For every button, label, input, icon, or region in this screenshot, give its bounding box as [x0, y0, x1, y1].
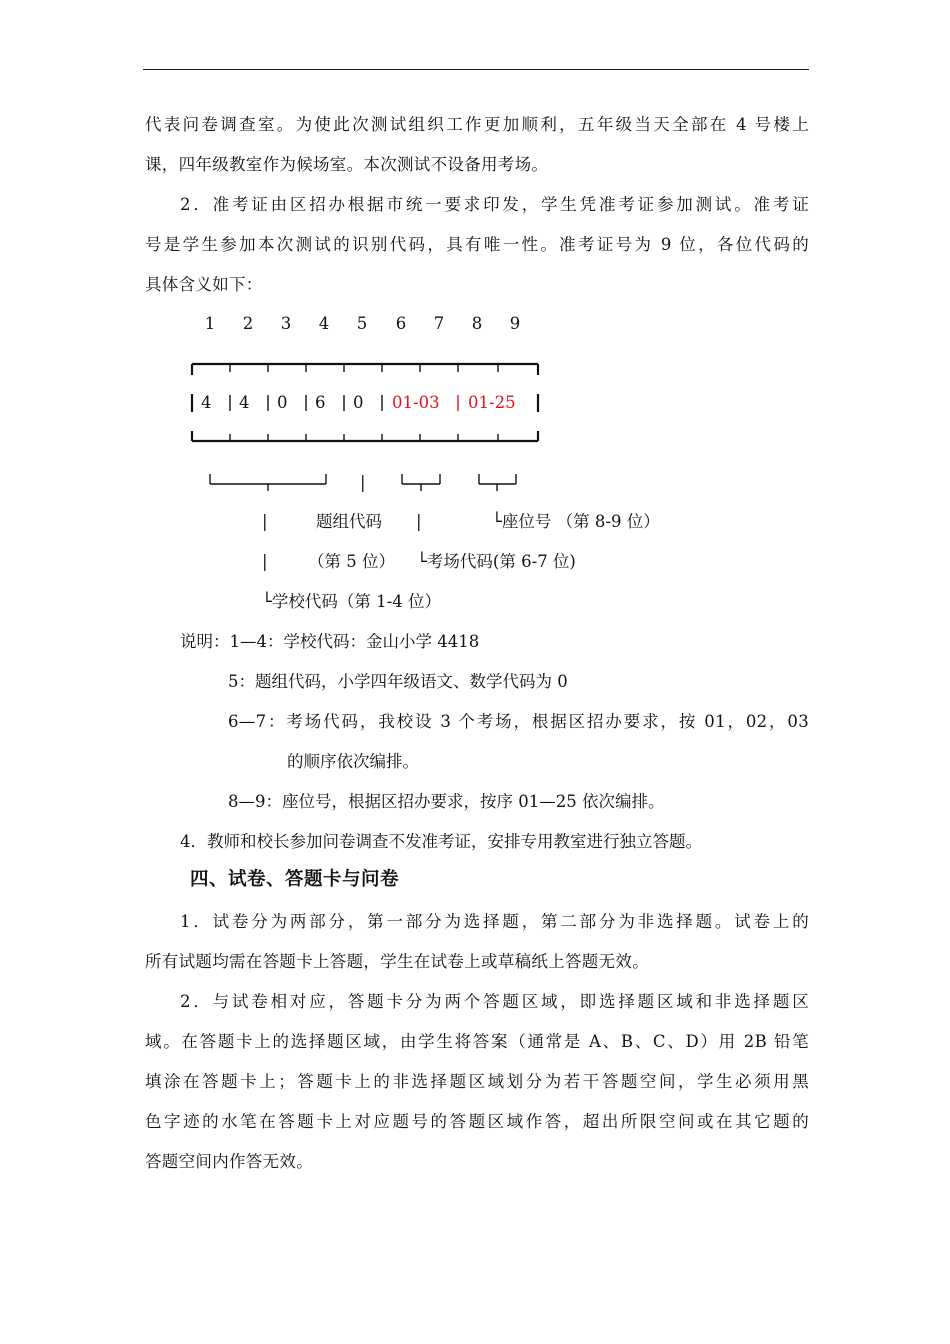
paragraph-line: 具体含义如下： [145, 275, 263, 294]
paragraph-line: 答题空间内作答无效。 [145, 1152, 313, 1171]
school-connector: | [262, 552, 268, 571]
code-cell: 0 [353, 393, 364, 412]
label-seat: └座位号 （第 8-9 位） [492, 512, 660, 531]
note-line: 5：题组代码，小学四年级语文、数学代码为 0 [228, 672, 568, 691]
room-connector: | [416, 512, 422, 531]
code-cell: 6 [315, 393, 326, 412]
label-room: └考场代码(第 6-7 位) [417, 552, 576, 571]
paragraph-line: 课，四年级教室作为候场室。本次测试不设备用考场。 [145, 155, 549, 174]
note-line: 6—7：考场代码，我校设 3 个考场，根据区招办要求，按 01，02，03 [228, 712, 809, 731]
paragraph-line: 代表问卷调查室。为使此次测试组织工作更加顺利，五年级当天全部在 4 号楼上 [145, 115, 809, 134]
group-code-marker: | [360, 473, 366, 492]
position-digit: 9 [509, 314, 521, 333]
note-line: 说明：1—4：学校代码：金山小学 4418 [180, 632, 480, 651]
position-digit: 2 [242, 314, 254, 333]
paragraph-line: 号是学生参加本次测试的识别代码，具有唯一性。准考证号为 9 位，各位代码的 [145, 235, 809, 254]
paragraph-line: 域。在答题卡上的选择题区域，由学生将答案（通常是 A、B、C、D）用 2B 铅笔 [145, 1032, 809, 1051]
paragraph-line: 色字迹的水笔在答题卡上对应题号的答题区域作答，超出所限空间或在其它题的 [145, 1112, 809, 1131]
position-digit: 6 [395, 314, 407, 333]
position-digit: 1 [204, 314, 216, 333]
label-group-pos: （第 5 位） [308, 552, 395, 571]
section-heading: 四、试卷、答题卡与问卷 [190, 869, 400, 890]
paragraph-line: 4．教师和校长参加问卷调查不发准考证，安排专用教室进行独立答题。 [180, 832, 702, 851]
paragraph-line: 1．试卷分为两部分，第一部分为选择题，第二部分为非选择题。试卷上的 [180, 912, 809, 931]
exam-room-code: 01-03 [392, 393, 440, 412]
paragraph-line: 填涂在答题卡上；答题卡上的非选择题区域划分为若干答题空间，学生必须用黑 [145, 1072, 809, 1091]
position-digit: 8 [471, 314, 483, 333]
code-cell: 4 [239, 393, 250, 412]
position-digit: 5 [356, 314, 368, 333]
paragraph-line: 2．与试卷相对应，答题卡分为两个答题区域，即选择题区域和非选择题区 [180, 992, 809, 1011]
position-digit: 3 [280, 314, 292, 333]
paragraph-line: 所有试题均需在答题卡上答题，学生在试卷上或草稿纸上答题无效。 [145, 952, 649, 971]
paragraph-line: 2．准考证由区招办根据市统一要求印发，学生凭准考证参加测试。准考证 [180, 195, 809, 214]
label-school: └学校代码（第 1-4 位） [262, 592, 441, 611]
code-cell: 0 [277, 393, 288, 412]
school-connector: | [262, 512, 268, 531]
note-line: 的顺序依次编排。 [287, 752, 419, 771]
seat-code: 01-25 [468, 393, 516, 412]
position-digit: 4 [318, 314, 330, 333]
note-line: 8—9：座位号，根据区招办要求，按序 01—25 依次编排。 [228, 792, 665, 811]
position-digit: 7 [433, 314, 445, 333]
code-cell: 4 [201, 393, 212, 412]
label-group-code: 题组代码 [316, 512, 382, 531]
